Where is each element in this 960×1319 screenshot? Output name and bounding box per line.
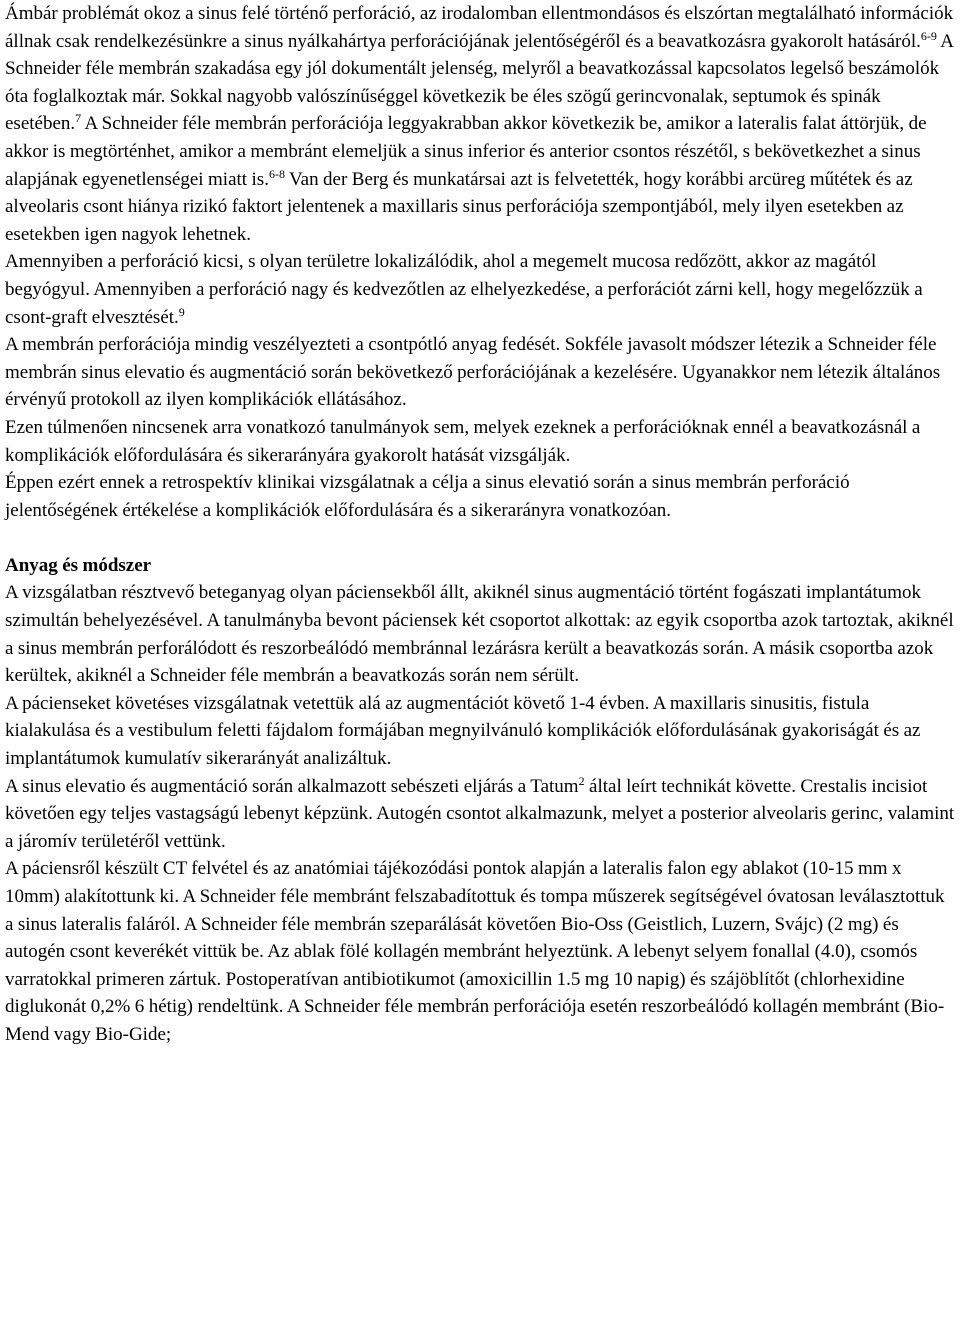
citation-superscript: 7 bbox=[75, 111, 82, 126]
methods-paragraph-4: A páciensről készült CT felvétel és az anatómiai tájékozódási pontok alapján a lateralis falon egy ablakot (10-15 mm x 10mm) alakítottunk ki. A Schneider féle membránt felszabadítottuk és tompa műszerek segítségével óvatosan leválasztottuk a sinus lateralis faláról. A Schneider féle membrán szeparálását követően Bio-Oss (Geistlich, Luzern, Svájc) (2 mg) és autogén csont keverékét vittük be. Az ablak fölé kollagén membránt helyeztünk. A lebenyt selyem fonallal (4.0), csomós varratokkal primeren zártuk. Postoperatívan antibiotikumot (amoxicillin 1.5 mg 10 napig) és szájöblítőt (chlorhexidine diglukonát 0,2% 6 hétig) rendeltünk. A Schneider féle membrán perforációja esetén reszorbeálódó kollagén membránt (Bio-Mend vagy Bio-Gide; bbox=[5, 858, 945, 1045]
text-span: A Schneider féle membrán szakadása egy jól dokumentált jelenség, melyről a beavatkozással kapcsolatos legelső beszámolók óta foglalkoztak már. Sokkal nagyobb valószínűséggel következik be éles szögű gerincvonalak, septumok és spinák esetében. bbox=[5, 30, 953, 135]
intro-paragraph-1 bbox=[5, 0, 957, 248]
document-page bbox=[5, 0, 957, 1049]
citation-superscript: 6-8 bbox=[268, 166, 285, 181]
intro-paragraph-4: Ezen túlmenően nincsenek arra vonatkozó tanulmányok sem, melyek ezeknek a perforációknak ennél a beavatkozásnál a komplikációk előfordulására és sikerarányára gyakorolt hatását vizsgálják. bbox=[5, 416, 921, 466]
intro-paragraph-5: Éppen ezért ennek a retrospektív klinikai vizsgálatnak a célja a sinus elevatió során a sinus membrán perforáció jelentőségének értékelése a komplikációk előfordulására és a sikerarányra vonatkozóan. bbox=[5, 472, 850, 521]
intro-paragraph-3: A membrán perforációja mindig veszélyezteti a csontpótló anyag fedését. Sokféle javasolt módszer létezik a Schneider féle membrán sinus elevatio és augmentáció során bekövetkező perforációjának a kezelésére. Ugyanakkor nem létezik általános érvényű protokoll az ilyen komplikációk ellátásához. bbox=[5, 334, 941, 411]
section-spacer bbox=[5, 524, 957, 552]
section-heading-methods: Anyag és módszer bbox=[5, 554, 152, 576]
text-span: A sinus elevatio és augmentáció során alkalmazott sebészeti eljárás a Tatum bbox=[5, 775, 579, 797]
methods-paragraph-2: A pácienseket követéses vizsgálatnak vetettük alá az augmentációt követő 1-4 évben. A maxillaris sinusitis, fistula kialakulása és a vestibulum feletti fájdalom formájában megnyilvánuló komplikációk előfordulásának gyakoriságát és az implantátumok kumulatív sikerarányát analizáltuk. bbox=[5, 692, 921, 770]
intro-paragraph-2 bbox=[5, 248, 957, 331]
text-span: A Schneider féle membrán perforációja leggyakrabban akkor következik be, amikor a lateralis falat áttörjük, de akkor is megtörténhet, amikor a membránt elemeljük a sinus inferior és anterior csontos részétől, s bekövetkezhet a sinus alapjának egyenetlenségei miatt is. bbox=[5, 113, 927, 190]
text-span: által leírt technikát követte. Crestalis incisiot követően egy teljes vastagságú lebenyt képzünk. Autogén csontot alkalmazunk, melyet a posterior alveolaris gerinc, valamint a járomív területéről vettünk. bbox=[5, 775, 955, 852]
citation-superscript: 6-9 bbox=[920, 28, 937, 43]
text-span: Amennyiben a perforáció kicsi, s olyan területre lokalizálódik, ahol a megemelt mucosa redőzött, akkor az magától begyógyul. Amennyiben a perforáció nagy és kedvezőtlen az elhelyezkedése, a perforációt zárni kell, hogy megelőzzük a csont-graft elvesztését. bbox=[5, 251, 923, 328]
methods-paragraph-3 bbox=[5, 773, 957, 856]
text-span: Ámbár problémát okoz a sinus felé történő perforáció, az irodalomban ellentmondásos és elszórtan megtalálható információk állnak csak rendelkezésünkre a sinus nyálkahártya perforációjának jelentőségéről és a beavatkozásra gyakorolt hatásáról. bbox=[5, 3, 954, 52]
methods-paragraph-1: A vizsgálatban résztvevő beteganyag olyan páciensekből állt, akiknél sinus augmentáció történt fogászati implantátumok szimultán behelyezésével. A tanulmányba bevont páciensek két csoportot alkottak: az egyik csoportba azok tartoztak, akiknél a sinus membrán perforálódott és reszorbeálódó membránnal lezárásra került a beavatkozás során. A másik csoportba azok kerültek, akiknél a Schneider féle membrán a beavatkozás során nem sérült. bbox=[5, 582, 954, 687]
citation-superscript: 2 bbox=[578, 773, 585, 788]
citation-superscript: 9 bbox=[178, 304, 185, 319]
text-span: Van der Berg és munkatársai azt is felvetették, hogy korábbi arcüreg műtétek és az alveolaris csont hiánya rizikó faktort jelentenek a maxillaris sinus perforációja szempontjából, mely ilyen esetekben az esetekben igen nagyok lehetnek. bbox=[5, 168, 913, 245]
